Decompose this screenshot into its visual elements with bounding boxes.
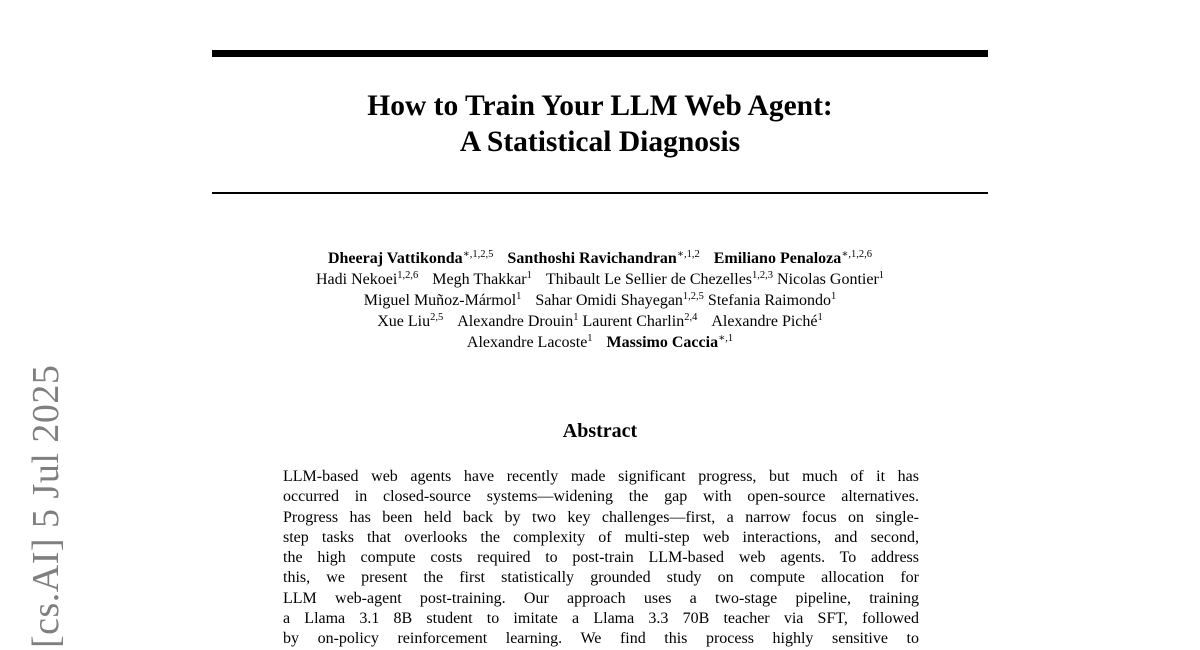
abstract-body <box>283 467 919 650</box>
author-name <box>328 250 493 267</box>
author-affiliation-marks: 1 <box>587 333 593 344</box>
author-affiliation-marks: 1 <box>878 270 885 281</box>
author-name <box>546 271 773 288</box>
author-name <box>582 313 697 330</box>
abstract-line: step tasks that overlooks the complexity of multi-step web interactions, and second, <box>283 528 919 546</box>
author-name <box>377 313 443 330</box>
author-name <box>535 292 704 309</box>
author-affiliation-marks: 1,2,6 <box>397 270 419 281</box>
author-name-text: Alexandre Drouin <box>457 313 574 330</box>
paper-title-line-1: How to Train Your LLM Web Agent: <box>367 90 833 122</box>
title-top-rule <box>212 50 988 57</box>
author-affiliation-marks: 1 <box>831 291 837 302</box>
author-name <box>316 271 418 288</box>
author-name-text: Stefania Raimondo <box>707 292 832 309</box>
arxiv-side-stamp: [cs.AI] 5 Jul 2025 <box>25 364 67 648</box>
author-name <box>507 250 699 267</box>
author-affiliation-marks: ∗,1,2 <box>676 249 700 260</box>
author-name <box>708 292 836 309</box>
author-affiliation-marks: 1 <box>817 312 823 323</box>
author-name-text: Massimo Caccia <box>606 334 719 351</box>
author-name-text: Alexandre Piché <box>711 313 818 330</box>
author-line <box>212 311 988 332</box>
author-list <box>212 248 988 353</box>
abstract-heading: Abstract <box>562 420 638 442</box>
abstract-line: LLM web-agent post-training. Our approach uses a two-stage pipeline, training <box>283 589 919 607</box>
author-name-text: Xue Liu <box>377 313 431 330</box>
author-line <box>212 248 988 269</box>
author-affiliation-marks: 1,2,5 <box>682 291 704 302</box>
author-affiliation-marks: 2,5 <box>430 312 444 323</box>
author-affiliation-marks: ∗,1 <box>718 333 734 344</box>
author-affiliation-marks: ∗,1,2,5 <box>462 249 494 260</box>
author-name-text: Hadi Nekoei <box>315 271 398 288</box>
author-name-text: Emiliano Penaloza <box>713 250 842 267</box>
author-line <box>212 269 988 290</box>
abstract-line: the high compute costs required to post-train LLM-based web agents. To address <box>283 549 919 567</box>
author-name <box>607 334 734 351</box>
author-affiliation-marks: 1 <box>526 270 532 281</box>
author-line <box>212 332 988 353</box>
author-name <box>467 334 593 351</box>
author-name <box>711 313 822 330</box>
author-name <box>777 271 884 288</box>
title-bottom-rule <box>212 192 988 194</box>
author-affiliation-marks: 1,2,3 <box>752 270 774 281</box>
author-name-text: Thibault Le Sellier de Chezelles <box>545 271 753 288</box>
author-name <box>457 313 578 330</box>
author-name <box>364 292 522 309</box>
abstract-line: this, we present the first statistically grounded study on compute allocation for <box>283 569 919 587</box>
author-affiliation-marks: 1 <box>573 312 579 323</box>
author-name-text: Miguel Muñoz-Mármol <box>363 292 517 309</box>
author-name-text: Santhoshi Ravichandran <box>507 250 677 267</box>
abstract-line: a Llama 3.1 8B student to imitate a Llama 3.3 70B teacher via SFT, followed <box>283 610 919 628</box>
paper-title-line-2: A Statistical Diagnosis <box>459 126 741 158</box>
abstract-line: by on-policy reinforcement learning. We find this process highly sensitive to <box>283 630 919 648</box>
author-name <box>432 271 532 288</box>
author-affiliation-marks: ∗,1,2,6 <box>841 249 873 260</box>
author-name-text: Dheeraj Vattikonda <box>327 250 463 267</box>
abstract-line: LLM-based web agents have recently made significant progress, but much of it has <box>283 468 919 485</box>
abstract-line: occurred in closed-source systems—widening the gap with open-source alternatives. <box>283 488 919 506</box>
paper-title <box>212 88 988 160</box>
author-affiliation-marks: 2,4 <box>684 312 698 323</box>
author-name-text: Megh Thakkar <box>432 271 527 288</box>
author-name-text: Laurent Charlin <box>582 313 685 330</box>
author-name-text: Sahar Omidi Shayegan <box>535 292 683 309</box>
author-line <box>212 290 988 311</box>
abstract-line: Progress has been held back by two key challenges—first, a narrow focus on single- <box>283 508 919 526</box>
author-name-text: Alexandre Lacoste <box>466 334 588 351</box>
author-name <box>714 250 872 267</box>
author-name-text: Nicolas Gontier <box>777 271 879 288</box>
author-affiliation-marks: 1 <box>516 291 522 302</box>
